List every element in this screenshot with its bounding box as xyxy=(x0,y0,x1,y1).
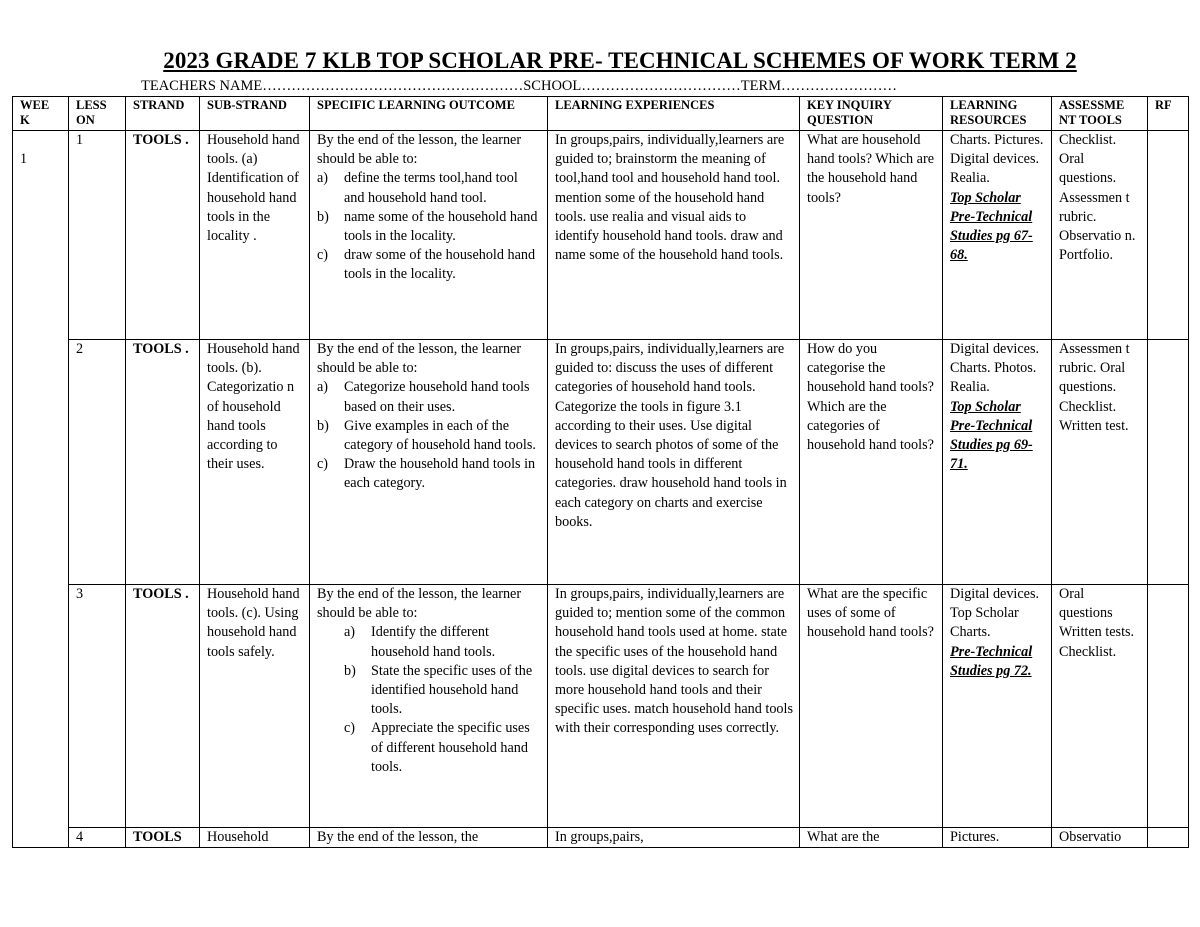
week-cell: 1 xyxy=(13,131,69,848)
header-rf: RF xyxy=(1148,97,1189,131)
table-row xyxy=(13,340,1189,585)
rf-cell xyxy=(1148,828,1189,848)
resources-book: Top Scholar Pre-Technical Studies pg 67-68. xyxy=(950,189,1033,264)
lesson-cell: 2 xyxy=(69,340,126,585)
header-lesson: LESS ON xyxy=(69,97,126,131)
assessment-cell: Checklist. Oral questions. Assessmen t rubric. Observatio n. Portfolio. xyxy=(1052,131,1148,340)
outcome-item: b) name some of the household hand tools in the locality. xyxy=(317,208,538,245)
outcome-item: c) Appreciate the specific uses of different household hand tools. xyxy=(344,720,530,775)
table-row xyxy=(13,828,1189,848)
outcome-item: c) Draw the household hand tools in each category. xyxy=(317,456,536,492)
outcome-item: a) Identify the different household hand tools. xyxy=(344,624,496,660)
outcome-cell xyxy=(310,131,548,340)
strand-cell: TOOLS . xyxy=(126,340,200,585)
strand-cell: TOOLS . xyxy=(126,585,200,828)
inquiry-cell: How do you categorise the household hand tools? Which are the categories of household hand tools? xyxy=(800,340,943,585)
resources-list: Digital devices. Top Scholar Charts. xyxy=(950,586,1040,641)
outcome-intro: By the end of the lesson, the learner should be able to: xyxy=(317,341,522,377)
resources-book: Top Scholar Pre-Technical Studies pg 69-71. xyxy=(950,398,1033,473)
rf-cell xyxy=(1148,585,1189,828)
experiences-cell: In groups,pairs, xyxy=(548,828,800,848)
experiences-cell: In groups,pairs, individually,learners are guided to: discuss the uses of different categories of household hand tools. Categorize the tools in figure 3.1 according to their uses. Use digital devices to search photos of some of the household hand tools in different categories. draw household hand tools in each category on charts and exercise books. xyxy=(548,340,800,585)
header-assessment: ASSESSME NT TOOLS xyxy=(1052,97,1148,131)
outcome-list xyxy=(317,169,541,284)
outcome-item: b) State the specific uses of the identified household hand tools. xyxy=(344,662,533,718)
rf-cell xyxy=(1148,131,1189,340)
assessment-cell: Oral questions Written tests. Checklist. xyxy=(1052,585,1148,828)
assessment-cell: Observatio xyxy=(1052,828,1148,848)
resources-cell xyxy=(943,340,1052,585)
document-title: 2023 GRADE 7 KLB TOP SCHOLAR PRE- TECHNICAL SCHEMES OF WORK TERM 2 xyxy=(163,48,1077,73)
lesson-cell: 3 xyxy=(69,585,126,828)
resources-book: Pre-Technical Studies pg 72. xyxy=(950,643,1033,679)
lesson-cell: 4 xyxy=(69,828,126,848)
sub-strand-cell: Household hand tools. (a) Identification of household hand tools in the locality . xyxy=(200,131,310,340)
outcome-item: a) define the terms tool,hand tool and household hand tool. xyxy=(317,170,518,206)
resources-cell: Pictures. xyxy=(943,828,1052,848)
header-inquiry: KEY INQUIRY QUESTION xyxy=(800,97,943,131)
header-outcome: SPECIFIC LEARNING OUTCOME xyxy=(310,97,548,131)
outcome-list xyxy=(317,623,541,777)
inquiry-cell: What are the xyxy=(800,828,943,848)
table-row xyxy=(13,585,1189,828)
outcome-list xyxy=(317,378,541,493)
lesson-cell: 1 xyxy=(69,131,126,340)
outcome-item: a) Categorize household hand tools based on their uses. xyxy=(317,379,530,415)
header-experiences: LEARNING EXPERIENCES xyxy=(548,97,800,131)
table-header-row xyxy=(13,97,1189,131)
header-strand: STRAND xyxy=(126,97,200,131)
outcome-intro: By the end of the lesson, the learner should be able to: xyxy=(317,132,522,168)
resources-list: Charts. Pictures. Digital devices. Realia. xyxy=(950,132,1044,187)
outcome-cell xyxy=(310,585,548,828)
outcome-cell xyxy=(310,340,548,585)
outcome-cell: By the end of the lesson, the xyxy=(310,828,548,848)
inquiry-cell: What are the specific uses of some of household hand tools? xyxy=(800,585,943,828)
teachers-name-line: TEACHERS NAME………………………………………………SCHOOL……………………………TERM…………………… xyxy=(141,78,898,94)
experiences-cell: In groups,pairs, individually,learners are guided to; brainstorm the meaning of tool,hand tool and household hand tool. mention some of the household hand tools. use realia and visual aids to identify household hand tools. draw and name some of the household hand tools. xyxy=(548,131,800,340)
sub-strand-cell: Household hand tools. (b). Categorizatio n of household hand tools according to their uses. xyxy=(200,340,310,585)
resources-list: Digital devices. Charts. Photos. Realia. xyxy=(950,341,1040,396)
header-week: WEE K xyxy=(13,97,69,131)
rf-cell xyxy=(1148,340,1189,585)
header-sub-strand: SUB-STRAND xyxy=(200,97,310,131)
resources-cell xyxy=(943,131,1052,340)
strand-cell: TOOLS xyxy=(126,828,200,848)
outcome-intro: By the end of the lesson, the learner should be able to: xyxy=(317,586,522,622)
outcome-item: c) draw some of the household hand tools in the locality. xyxy=(317,247,536,283)
table-row xyxy=(13,131,1189,340)
schemes-of-work-table xyxy=(12,96,1189,848)
strand-cell: TOOLS . xyxy=(126,131,200,340)
outcome-item: b) Give examples in each of the category of household hand tools. xyxy=(317,417,536,454)
sub-strand-cell: Household xyxy=(200,828,310,848)
sub-strand-cell: Household hand tools. (c). Using household hand tools safely. xyxy=(200,585,310,828)
resources-cell xyxy=(943,585,1052,828)
inquiry-cell: What are household hand tools? Which are the household hand tools? xyxy=(800,131,943,340)
assessment-cell: Assessmen t rubric. Oral questions. Checklist. Written test. xyxy=(1052,340,1148,585)
experiences-cell: In groups,pairs, individually,learners are guided to; mention some of the common household hand tools used at home. state the specific uses of the household hand tools. use digital devices to search for more household hand tools and their specific uses. match household hand tools with their corresponding uses correctly. xyxy=(548,585,800,828)
header-resources: LEARNING RESOURCES xyxy=(943,97,1052,131)
